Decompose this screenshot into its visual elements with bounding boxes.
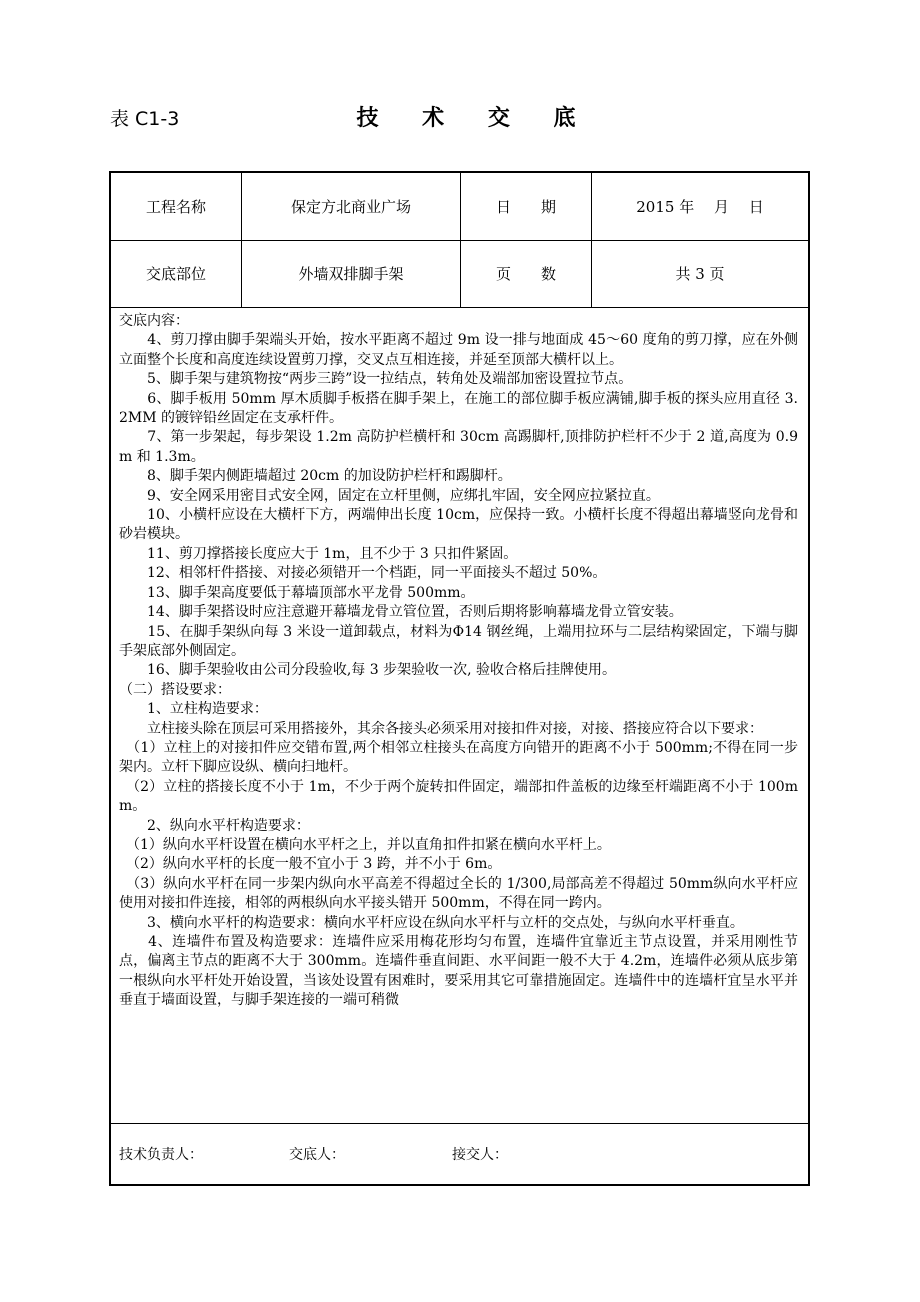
content-paragraph: 3、横向水平杆的构造要求：横向水平杆应设在纵向水平杆与立杆的交点处，与纵向水平杆垂直。 bbox=[119, 914, 744, 931]
content-paragraph: 1、立柱构造要求： bbox=[119, 701, 268, 718]
content-paragraph: 2、纵向水平杆构造要求： bbox=[119, 817, 310, 834]
content-paragraph: 13、脚手架高度要低于幕墙顶部水平龙骨 500mm。 bbox=[119, 584, 475, 601]
disclosure-sheet bbox=[109, 171, 810, 1186]
tech-lead-label: 技术负责人： bbox=[119, 1147, 203, 1163]
form-code: 表 C1-3 bbox=[110, 108, 180, 130]
document-title: 技 术 交 底 bbox=[356, 106, 594, 131]
content-paragraph: 11、剪刀撑搭接长度应大于 1m，且不少于 3 只扣件紧固。 bbox=[119, 545, 518, 562]
part-value: 外墙双排脚手架 bbox=[242, 240, 461, 307]
date-label: 日 期 bbox=[461, 173, 592, 240]
content-paragraph: 立柱接头除在顶层可采用搭接外，其余各接头必须采用对接扣件对接，对接、搭接应符合以下要求： bbox=[119, 720, 763, 737]
pages-value: 共 3 页 bbox=[675, 265, 725, 283]
project-name-value: 保定方北商业广场 bbox=[242, 173, 461, 240]
info-row-part bbox=[111, 240, 808, 308]
content-paragraph: 8、脚手架内侧距墙超过 20cm 的加设防护栏杆和踢脚杆。 bbox=[119, 468, 512, 485]
signature-row bbox=[111, 1125, 808, 1183]
content-paragraph: 16、脚手架验收由公司分段验收,每 3 步架验收一次, 验收合格后挂牌使用。 bbox=[119, 662, 616, 679]
content-paragraph: 4、剪刀撑由脚手架端头开始，按水平距离不超过 9m 设一排与地面成 45～60 度角的剪刀撑，应在外侧立面整个长度和高度连续设置剪刀撑，交叉点互相连接，并延至顶部大横杆以上。 bbox=[119, 332, 798, 368]
content-paragraph: 14、脚手架搭设时应注意避开幕墙龙骨立管位置，否则后期将影响幕墙龙骨立管安装。 bbox=[119, 604, 683, 621]
section-heading: （二）搭设要求： bbox=[119, 681, 231, 698]
content-paragraph: （2）立柱的搭接长度不小于 1m，不少于两个旋转扣件固定，端部扣件盖板的边缘至杆端距离不小于 100mm。 bbox=[119, 778, 798, 815]
content-paragraph: 9、安全网采用密目式安全网，固定在立杆里侧，应绑扎牢固，安全网应拉紧拉直。 bbox=[119, 487, 660, 504]
content-paragraph: （2）纵向水平杆的长度一般不宜小于 3 跨，并不小于 6m。 bbox=[119, 856, 502, 873]
info-row-project bbox=[111, 173, 808, 241]
content-paragraph: 7、第一步架起，每步架设 1.2m 高防护栏横杆和 30cm 高踢脚杆,顶排防护栏杆不少于 2 道,高度为 0.9m 和 1.3m。 bbox=[119, 429, 798, 465]
disclosure-content bbox=[111, 308, 808, 1124]
discloser-label: 交底人： bbox=[289, 1147, 345, 1163]
content-paragraph: 5、脚手架与建筑物按“两步三跨”设一拉结点，转角处及端部加密设置拉节点。 bbox=[119, 371, 633, 388]
content-paragraph: 4、连墙件布置及构造要求：连墙件应采用梅花形均匀布置，连墙件宜靠近主节点设置，并采用刚性节点，偏离主节点的距离不大于 300mm。连墙件垂直间距、水平间距一般不大于 4.2m，连墙件必须从底步第一根纵向水平杆处开始设置，当该处设置有困难时，要采用其它可靠措施固定。连墙件中的连墙杆宜呈水平并垂直于墙面设置，与脚手架连接的一端可稍微 bbox=[119, 934, 798, 1009]
content-paragraph: 10、小横杆应设在大横杆下方，两端伸出长度 10cm，应保持一致。小横杆长度不得超出幕墙竖向龙骨和砂岩模块。 bbox=[119, 507, 798, 543]
part-label: 交底部位 bbox=[111, 240, 242, 307]
content-paragraph: 15、在脚手架纵向每 3 米设一道卸载点，材料为Φ14 钢丝绳，上端用拉环与二层结构梁固定，下端与脚手架底部外侧固定。 bbox=[119, 623, 798, 659]
date-value: 2015 年 月 日 bbox=[636, 198, 764, 216]
pages-label: 页 数 bbox=[461, 240, 592, 307]
content-paragraph: （1）纵向水平杆设置在横向水平杆之上，并以直角扣件扣紧在横向水平杆上。 bbox=[119, 836, 611, 853]
receiver-label: 接交人： bbox=[452, 1147, 508, 1163]
content-paragraph: （3）纵向水平杆在同一步架内纵向水平高差不得超过全长的 1/300,局部高差不得超过 50mm纵向水平杆应使用对接扣件连接，相邻的两根纵向水平接头错开 500mm，不得在同一跨内。 bbox=[119, 875, 798, 912]
project-name-label: 工程名称 bbox=[111, 173, 242, 240]
content-heading: 交底内容： bbox=[119, 313, 189, 329]
content-paragraph: （1）立柱上的对接扣件应交错布置,两个相邻立柱接头在高度方向错开的距离不小于 500mm;不得在同一步架内。立杆下脚应设纵、横向扫地杆。 bbox=[119, 739, 798, 776]
content-paragraph: 6、脚手板用 50mm 厚木质脚手板搭在脚手架上，在施工的部位脚手板应满铺,脚手板的探头应用直径 3.2MM 的镀锌铅丝固定在支承杆件。 bbox=[119, 390, 798, 427]
content-paragraph: 12、相邻杆件搭接、对接必须错开一个档距，同一平面接头不超过 50%。 bbox=[119, 565, 607, 582]
